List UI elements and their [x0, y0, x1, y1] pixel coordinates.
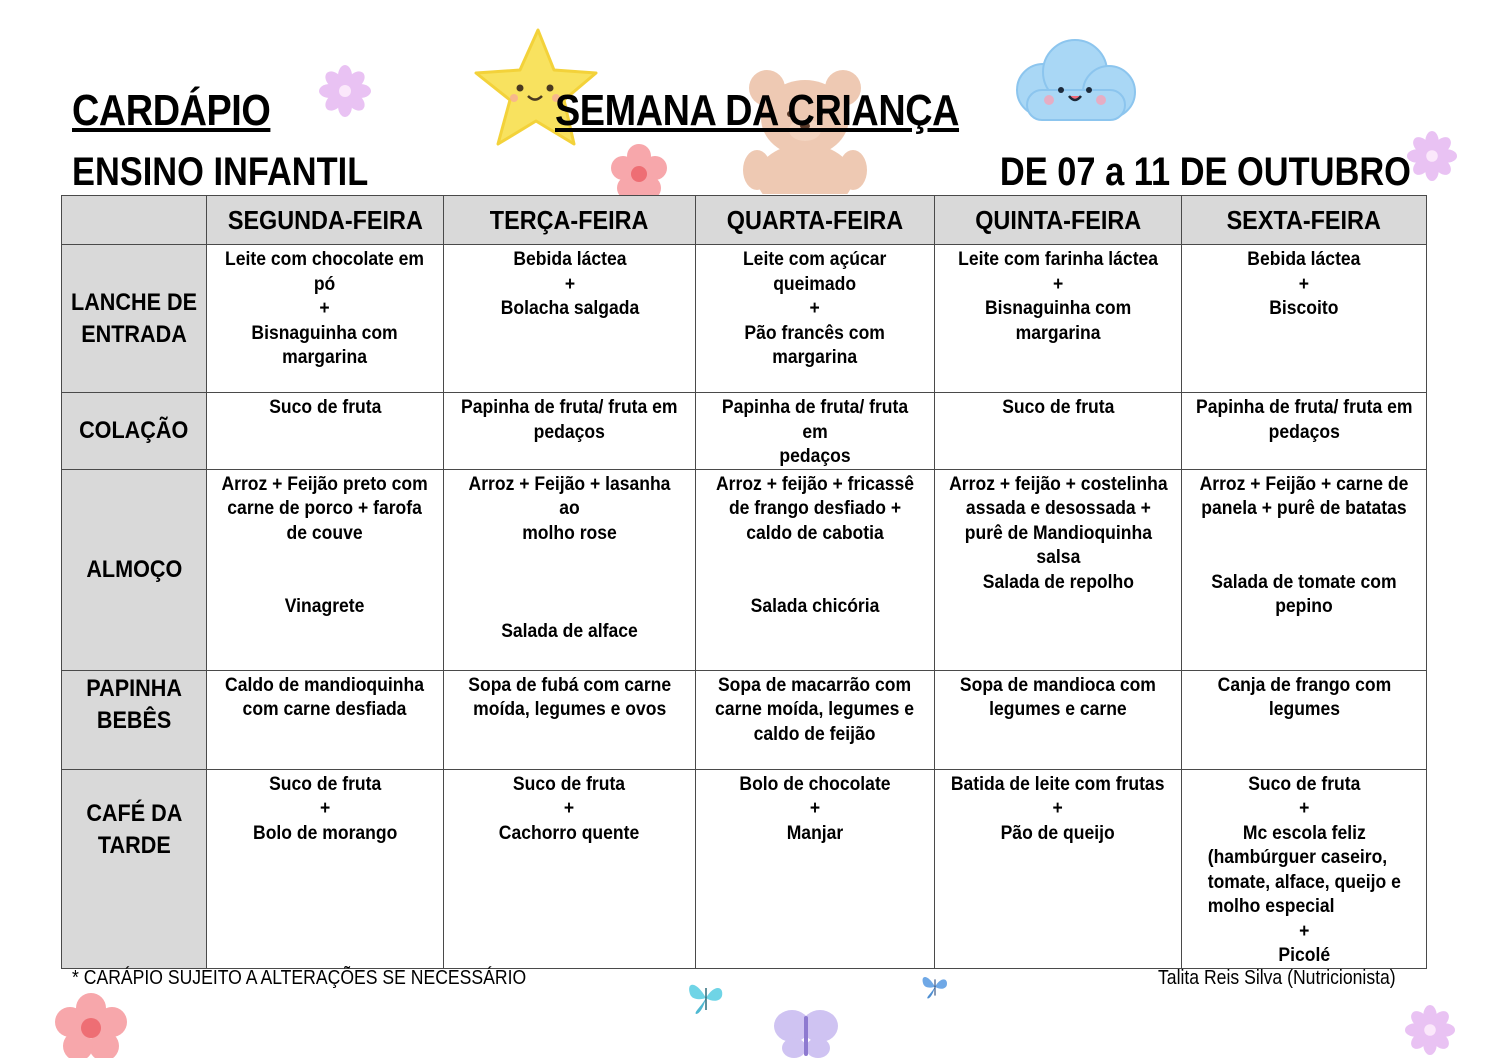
menu-cell: Suco de fruta	[935, 393, 1182, 470]
flower-icon	[48, 992, 134, 1058]
menu-cell: Leite com farinha láctea + Bisnaguinha com margarina	[935, 245, 1182, 393]
butterfly-icon	[686, 978, 726, 1016]
menu-cell: Sopa de fubá com carne moída, legumes e ovos	[444, 670, 696, 769]
menu-cell: Arroz + Feijão + carne de panela + purê de batatas Salada de tomate com pepino	[1182, 469, 1427, 670]
menu-cell: Papinha de fruta/ fruta em pedaços	[696, 393, 935, 470]
menu-cell: Batida de leite com frutas + Pão de queijo	[935, 769, 1182, 968]
nutritionist-signature: Talita Reis Silva (Nutricionista)	[1158, 967, 1396, 989]
menu-cell: Bolo de chocolate + Manjar	[696, 769, 935, 968]
menu-cell: Suco de fruta	[207, 393, 444, 470]
menu-cell: Leite com chocolate em pó + Bisnaguinha com margarina	[207, 245, 444, 393]
meal-label: PAPINHA BEBÊS	[62, 670, 207, 769]
flower-icon	[1404, 1004, 1456, 1056]
school-level: ENSINO INFANTIL	[72, 150, 369, 194]
table-row	[62, 469, 1427, 670]
butterfly-icon	[772, 1004, 840, 1059]
table-row	[62, 393, 1427, 470]
day-header: QUINTA-FEIRA	[935, 196, 1182, 245]
menu-cell: Bebida láctea + Biscoito	[1182, 245, 1427, 393]
day-header: QUARTA-FEIRA	[696, 196, 935, 245]
menu-cell: Arroz + Feijão + lasanha ao molho rose Salada de alface	[444, 469, 696, 670]
menu-cell: Papinha de fruta/ fruta em pedaços	[444, 393, 696, 470]
event-title: SEMANA DA CRIANÇA	[555, 86, 960, 135]
menu-cell: Caldo de mandioquinha com carne desfiada	[207, 670, 444, 769]
day-header: TERÇA-FEIRA	[444, 196, 696, 245]
menu-cell: Arroz + Feijão preto com carne de porco + farofa de couve Vinagrete	[207, 469, 444, 670]
disclaimer-note: * CARÁPIO SUJEITO A ALTERAÇÕES SE NECESSÁRIO	[72, 967, 527, 989]
day-header: SEXTA-FEIRA	[1182, 196, 1427, 245]
menu-cell: Suco de fruta + Mc escola feliz (hambúrguer caseiro, tomate, alface, queijo e molho especial + Picolé	[1182, 769, 1427, 968]
menu-cell: Papinha de fruta/ fruta em pedaços	[1182, 393, 1427, 470]
menu-cell: Arroz + feijão + fricassê de frango desfiado + caldo de cabotia Salada chicória	[696, 469, 935, 670]
menu-cell: Canja de frango com legumes	[1182, 670, 1427, 769]
menu-cell: Sopa de mandioca com legumes e carne	[935, 670, 1182, 769]
table-header-row	[62, 196, 1427, 245]
table-row	[62, 670, 1427, 769]
flower-icon	[1406, 130, 1458, 182]
menu-cell: Suco de fruta + Cachorro quente	[444, 769, 696, 968]
meal-label: CAFÉ DA TARDE	[62, 769, 207, 968]
cloud-icon	[1003, 34, 1143, 134]
menu-cell: Sopa de macarrão com carne moída, legumes e caldo de feijão	[696, 670, 935, 769]
table-row	[62, 769, 1427, 968]
date-range: DE 07 a 11 DE OUTUBRO	[999, 150, 1411, 194]
menu-cell: Leite com açúcar queimado + Pão francês com margarina	[696, 245, 935, 393]
menu-table	[61, 195, 1427, 969]
menu-title: CARDÁPIO	[72, 86, 271, 135]
meal-label: COLAÇÃO	[62, 393, 207, 470]
flower-icon	[318, 64, 372, 118]
menu-cell: Bebida láctea + Bolacha salgada	[444, 245, 696, 393]
corner-cell	[62, 196, 207, 245]
table-row	[62, 245, 1427, 393]
meal-label: ALMOÇO	[62, 469, 207, 670]
butterfly-icon	[920, 972, 950, 1000]
menu-cell: Arroz + feijão + costelinha assada e desossada + purê de Mandioquinha salsa Salada de repolho	[935, 469, 1182, 670]
menu-cell: Suco de fruta + Bolo de morango	[207, 769, 444, 968]
day-header: SEGUNDA-FEIRA	[207, 196, 444, 245]
meal-label: LANCHE DE ENTRADA	[62, 245, 207, 393]
